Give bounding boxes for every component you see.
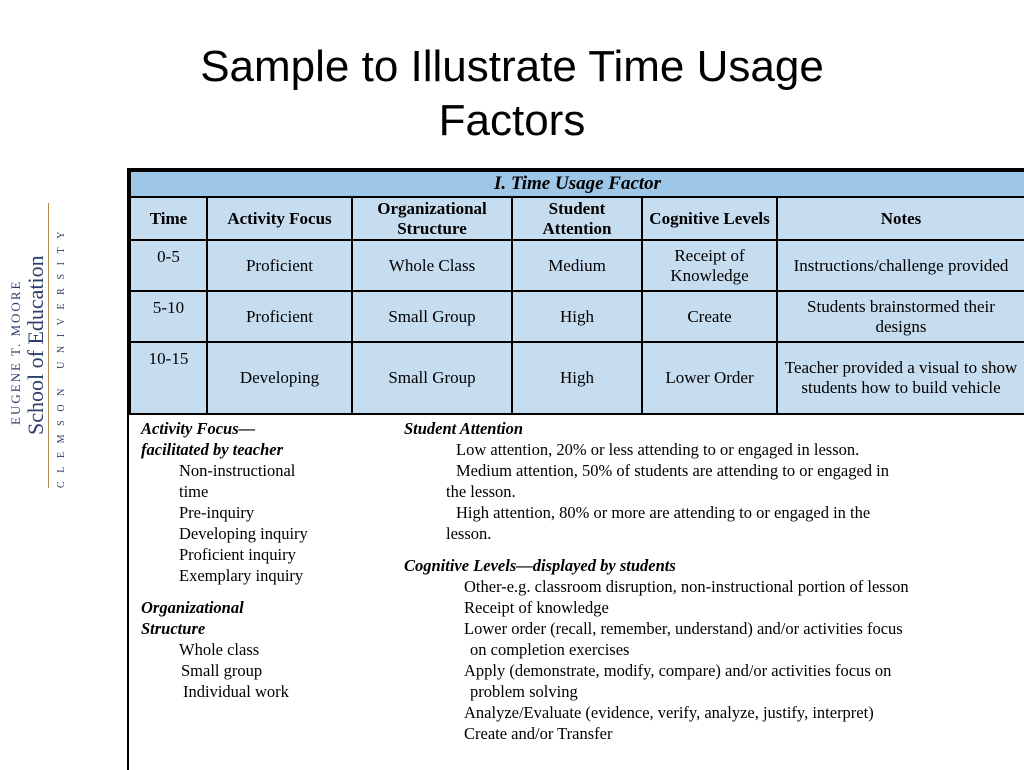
list-item: Non-instructional <box>179 461 296 480</box>
list-item: problem solving <box>470 682 578 701</box>
cell-activity-focus: Developing <box>207 342 352 414</box>
list-item: Individual work <box>183 682 289 701</box>
slide-title-line-2: Factors <box>438 96 586 145</box>
list-item: Lower order (recall, remember, understand) and/or activities focus <box>464 619 903 638</box>
header-student-attention: Student Attention <box>512 197 642 240</box>
org-structure-heading: Organizational <box>141 598 244 617</box>
cell-time: 0-5 <box>130 240 207 291</box>
list-item: lesson. <box>446 524 492 543</box>
list-item: time <box>179 482 209 501</box>
cell-cognitive-levels: Create <box>642 291 777 342</box>
header-time: Time <box>130 197 207 240</box>
header-organizational-structure: Organizational Structure <box>352 197 512 240</box>
cell-organizational-structure: Small Group <box>352 342 512 414</box>
slide-title <box>0 40 1024 148</box>
student-attention-heading: Student Attention <box>404 419 524 438</box>
list-item: Analyze/Evaluate (evidence, verify, analyze, justify, interpret) <box>464 703 874 722</box>
table-row <box>130 342 1024 414</box>
logo-eugene-moore: EUGENE T. MOORE <box>8 279 23 425</box>
list-item: Proficient inquiry <box>179 545 296 564</box>
list-item: Create and/or Transfer <box>464 724 613 743</box>
list-item: Small group <box>181 661 263 680</box>
cell-notes: Teacher provided a visual to show students how to build vehicle <box>777 342 1024 414</box>
list-item: Whole class <box>179 640 260 659</box>
list-item: Medium attention, 50% of students are attending to or engaged in <box>456 461 890 480</box>
cell-notes: Students brainstormed their designs <box>777 291 1024 342</box>
table-row <box>130 291 1024 342</box>
cell-activity-focus: Proficient <box>207 291 352 342</box>
cell-time: 5-10 <box>130 291 207 342</box>
header-notes: Notes <box>777 197 1024 240</box>
cell-organizational-structure: Small Group <box>352 291 512 342</box>
cell-organizational-structure: Whole Class <box>352 240 512 291</box>
cell-cognitive-levels: Lower Order <box>642 342 777 414</box>
list-item: Apply (demonstrate, modify, compare) and/or activities focus on <box>464 661 892 680</box>
cell-student-attention: High <box>512 342 642 414</box>
cell-time: 10-15 <box>130 342 207 414</box>
logo-clemson-university: CLEMSON UNIVERSITY <box>56 222 67 488</box>
org-structure-subheading: Structure <box>141 619 206 638</box>
table-header-row <box>130 197 1024 240</box>
cell-notes: Instructions/challenge provided <box>777 240 1024 291</box>
logo-school-of-education: School of Education <box>23 255 48 435</box>
table-caption: I. Time Usage Factor <box>130 171 1024 197</box>
cell-cognitive-levels: Receipt of Knowledge <box>642 240 777 291</box>
cognitive-levels-heading: Cognitive Levels—displayed by students <box>404 556 676 575</box>
cell-student-attention: High <box>512 291 642 342</box>
time-usage-table <box>129 170 1024 415</box>
list-item: Receipt of knowledge <box>464 598 609 617</box>
list-item: Exemplary inquiry <box>179 566 304 585</box>
activity-focus-heading: Activity Focus— <box>141 419 256 438</box>
list-item: Developing inquiry <box>179 524 308 543</box>
activity-focus-subheading: facilitated by teacher <box>141 440 284 459</box>
slide-title-line-1: Sample to Illustrate Time Usage <box>200 42 824 91</box>
header-cognitive-levels: Cognitive Levels <box>642 197 777 240</box>
list-item: on completion exercises <box>470 640 630 659</box>
list-item: Other-e.g. classroom disruption, non-instructional portion of lesson <box>464 577 909 596</box>
list-item: Pre-inquiry <box>179 503 255 522</box>
list-item: Low attention, 20% or less attending to or engaged in lesson. <box>456 440 860 459</box>
list-item: High attention, 80% or more are attending to or engaged in the <box>456 503 871 522</box>
logo-divider <box>48 203 49 488</box>
legend-left-column <box>141 418 391 702</box>
table-row <box>130 240 1024 291</box>
legend-right-column <box>404 418 1024 744</box>
cell-activity-focus: Proficient <box>207 240 352 291</box>
cell-student-attention: Medium <box>512 240 642 291</box>
header-activity-focus: Activity Focus <box>207 197 352 240</box>
list-item: the lesson. <box>446 482 516 501</box>
clemson-school-of-education-logo <box>6 203 76 488</box>
document-image <box>127 168 1024 770</box>
